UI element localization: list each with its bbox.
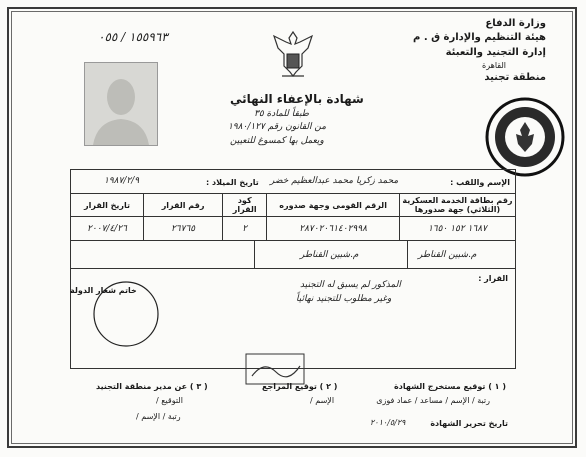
divider [407, 240, 408, 268]
issue-date-value: ٢٠١٠/٥/٢٩ [370, 418, 406, 427]
title-line-2: من القانون رقم ١٩٨٠/١٢٧ [228, 122, 327, 132]
state-stamp-label: خاتم شعار الدولة [70, 286, 137, 295]
certificate-title: شهادة بالإعفاء النهائي [230, 92, 364, 106]
decision-table [70, 193, 516, 241]
signature-1-rank: رتبة / الإسم / مساعد / عماد فوزى [376, 396, 490, 405]
eagle-emblem-icon [272, 28, 314, 80]
signature-1-title: ( ١ ) توقيع مستخرج الشهادة [394, 382, 506, 391]
title-line-3: ويعمل بها كمسوغ للتعيين [230, 136, 324, 146]
header-decision-number: رقم القرار [144, 194, 223, 217]
issuer-military-card: م.شبين القناطر [418, 250, 477, 260]
decision-line-2: وغير مطلوب للتجنيد نهائياً [296, 294, 392, 304]
cell-military-card: ١٦٨٧ ١٥٢ ١٦٥٠ [399, 217, 515, 241]
reviewer-stamp-icon [244, 352, 306, 386]
signature-2-name: الإسم / [310, 396, 335, 405]
person-photo [84, 62, 158, 146]
divider [254, 240, 255, 268]
serial-number: ١٥٥٩٦٣ / ٠٥٥ [98, 30, 168, 44]
cell-decision-number: ٢٦٧٦٥ [144, 217, 223, 241]
decision-line-1: المذكور لم يسبق له التجنيد [300, 280, 401, 290]
issue-date-label: تاريخ تحرير الشهادة [430, 419, 508, 428]
cell-national-id: ٢٨٧٠٢٠٦١٤٠٢٩٩٨ [267, 217, 400, 241]
title-line-1: طبقاً للمادة ٣٥ [254, 109, 309, 119]
round-seal-icon [484, 96, 566, 178]
person-silhouette-icon [85, 63, 157, 145]
signature-3-rank: رتبة / الإسم / [136, 412, 181, 421]
header-military-card: رقم بطاقة الخدمة العسكرية (الثلاثي) جهة صدورها [399, 194, 515, 217]
cell-decision-date: ٢٠٠٧/٤/٢٦ [71, 217, 144, 241]
authority-label: هيئة التنظيم والإدارة ق . م [413, 32, 546, 43]
header-decision-code: كود القرار [223, 194, 267, 217]
name-value: محمد زكريا محمد عبدالعظيم خضر [270, 176, 399, 186]
name-label: الإسم واللقب : [450, 178, 510, 187]
birth-label: تاريخ الميلاد : [206, 178, 259, 187]
signature-3-title: ( ٣ ) عن مدير منطقة التجنيد [96, 382, 208, 391]
divider [70, 268, 516, 269]
header-national-id: الرقم القومى وجهة صدوره [267, 194, 400, 217]
department-label: إدارة التجنيد والتعبئة [445, 47, 546, 58]
issuer-national-id: م.شبين القناطر [300, 250, 359, 260]
birth-value: ١٩٨٧/٢/٩ [104, 176, 140, 186]
signature-2-title: ( ٢ ) توقيع المراجع [262, 382, 338, 391]
city-label: القاهرة [482, 61, 506, 70]
ministry-label: وزارة الدفاع [485, 18, 546, 29]
header-decision-date: تاريخ القرار [71, 194, 144, 217]
signature-3-sign: التوقيع / [156, 396, 183, 405]
decision-label: القرار : [478, 274, 508, 283]
cell-decision-code: ٢ [223, 217, 267, 241]
zone-label: منطقة تجنيد [484, 72, 546, 83]
